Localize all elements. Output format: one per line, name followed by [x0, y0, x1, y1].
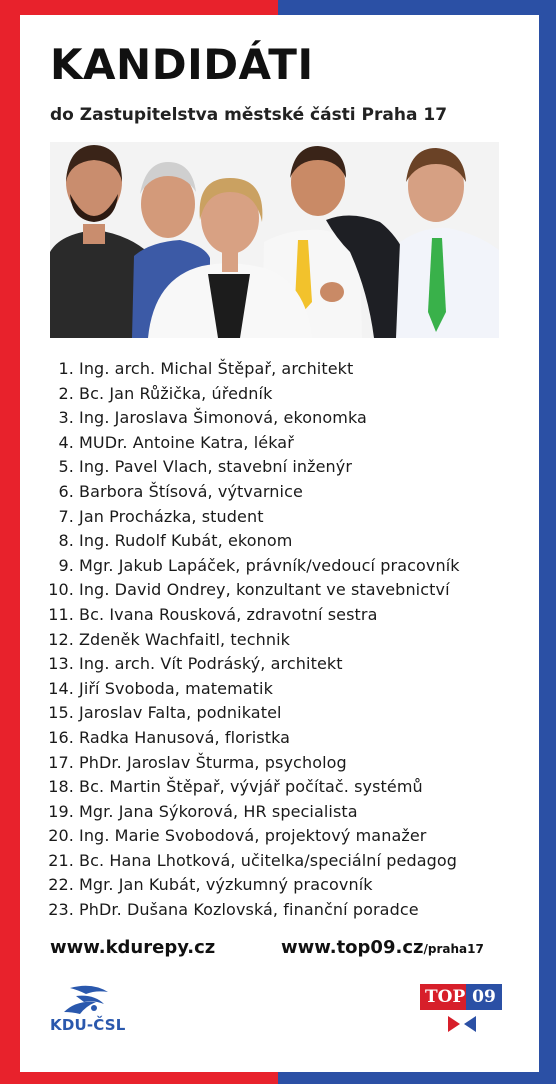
list-item [44, 382, 460, 407]
red-border-bottom [0, 1072, 278, 1084]
candidate-text: Mgr. Jakub Lapáček, právník/vedoucí pracovník [79, 555, 460, 575]
candidate-number: 20. [48, 826, 74, 846]
list-item [44, 800, 460, 825]
candidate-number: 18. [48, 777, 74, 797]
list-item [44, 357, 460, 382]
list-item [44, 775, 460, 800]
candidate-number: 9. [58, 555, 74, 575]
top09-logo-09: 09 [466, 984, 502, 1010]
list-item [44, 431, 460, 456]
list-item [44, 554, 460, 579]
candidate-number: 6. [58, 481, 74, 501]
blue-border-top [278, 0, 556, 15]
candidate-number: 13. [48, 654, 74, 674]
page-title: KANDIDÁTI [50, 40, 314, 89]
candidate-text: Ing. Marie Svobodová, projektový manažer [79, 826, 427, 846]
candidate-number: 22. [48, 875, 74, 895]
top09-logo-top: TOP [425, 987, 466, 1007]
candidate-text: Ing. arch. Vít Podráský, architekt [79, 654, 343, 674]
candidate-number: 16. [48, 727, 74, 747]
candidate-number: 8. [58, 531, 74, 551]
list-item [44, 849, 460, 874]
red-border-left [0, 0, 20, 1084]
candidate-number: 15. [48, 703, 74, 723]
candidate-text: Ing. Pavel Vlach, stavební inženýr [79, 457, 353, 477]
candidate-text: Bc. Ivana Rousková, zdravotní sestra [79, 604, 378, 624]
candidate-text: Jaroslav Falta, podnikatel [79, 703, 282, 723]
list-item [44, 529, 460, 554]
candidate-number: 12. [48, 629, 74, 649]
candidate-number: 11. [48, 604, 74, 624]
blue-border-right [539, 0, 556, 1084]
list-item [44, 652, 460, 677]
candidate-text: Bc. Hana Lhotková, učitelka/speciální pedagog [79, 850, 458, 870]
kdu-csl-logo-text: KDU-ČSL [50, 1016, 126, 1034]
list-item [44, 873, 460, 898]
candidate-text: Jan Procházka, student [79, 506, 264, 526]
blue-border-bottom [278, 1072, 556, 1084]
candidate-text: Ing. David Ondrey, konzultant ve stavebnictví [79, 580, 450, 600]
candidate-text: Ing. arch. Michal Štěpař, architekt [79, 359, 354, 378]
candidate-number: 17. [48, 752, 74, 772]
candidate-text: Ing. Rudolf Kubát, ekonom [79, 531, 293, 551]
list-item [44, 505, 460, 530]
candidate-number: 7. [58, 506, 74, 526]
candidate-text: Zdeněk Wachfaitl, technik [79, 629, 291, 649]
list-item [44, 406, 460, 431]
top09-website-link[interactable] [281, 937, 484, 958]
list-item [44, 824, 460, 849]
candidate-text: PhDr. Jaroslav Šturma, psycholog [79, 752, 347, 772]
list-item [44, 455, 460, 480]
candidate-text: MUDr. Antoine Katra, lékař [79, 432, 294, 452]
candidate-number: 10. [48, 580, 74, 600]
candidate-text: PhDr. Dušana Kozlovská, finanční poradce [79, 900, 419, 920]
candidate-number: 21. [48, 850, 74, 870]
candidate-number: 23. [48, 900, 74, 920]
candidate-text: Jiří Svoboda, matematik [79, 678, 273, 698]
candidate-number: 19. [48, 801, 74, 821]
top09-bowtie-icon [448, 1014, 476, 1034]
candidate-text: Mgr. Jana Sýkorová, HR specialista [79, 801, 358, 821]
candidate-number: 3. [58, 408, 74, 428]
list-item [44, 628, 460, 653]
list-item [44, 603, 460, 628]
candidate-number: 4. [58, 432, 74, 452]
list-item [44, 480, 460, 505]
candidate-text: Mgr. Jan Kubát, výzkumný pracovník [79, 875, 373, 895]
list-item [44, 751, 460, 776]
list-item [44, 578, 460, 603]
list-item [44, 898, 460, 923]
candidates-group-photo [50, 142, 499, 338]
top09-logo [420, 984, 502, 1010]
red-border-top [0, 0, 278, 15]
candidate-text: Ing. Jaroslava Šimonová, ekonomka [79, 408, 367, 428]
candidate-text: Bc. Jan Růžička, úředník [79, 383, 273, 403]
candidate-number: 5. [58, 457, 74, 477]
candidate-list [44, 357, 460, 923]
page-subtitle: do Zastupitelstva městské části Praha 17 [50, 105, 448, 125]
candidate-number: 2. [58, 383, 74, 403]
top09-link-suffix: /praha17 [423, 942, 484, 956]
kdu-website-link[interactable]: www.kdurepy.cz [50, 937, 216, 958]
candidate-number: 1. [58, 359, 74, 378]
candidate-number: 14. [48, 678, 74, 698]
list-item [44, 677, 460, 702]
candidate-text: Radka Hanusová, floristka [79, 727, 291, 747]
top09-link-main: www.top09.cz [281, 937, 424, 958]
candidate-text: Barbora Štísová, výtvarnice [79, 481, 303, 501]
list-item [44, 726, 460, 751]
list-item [44, 701, 460, 726]
candidate-text: Bc. Martin Štěpař, vývjář počítač. systémů [79, 777, 423, 797]
